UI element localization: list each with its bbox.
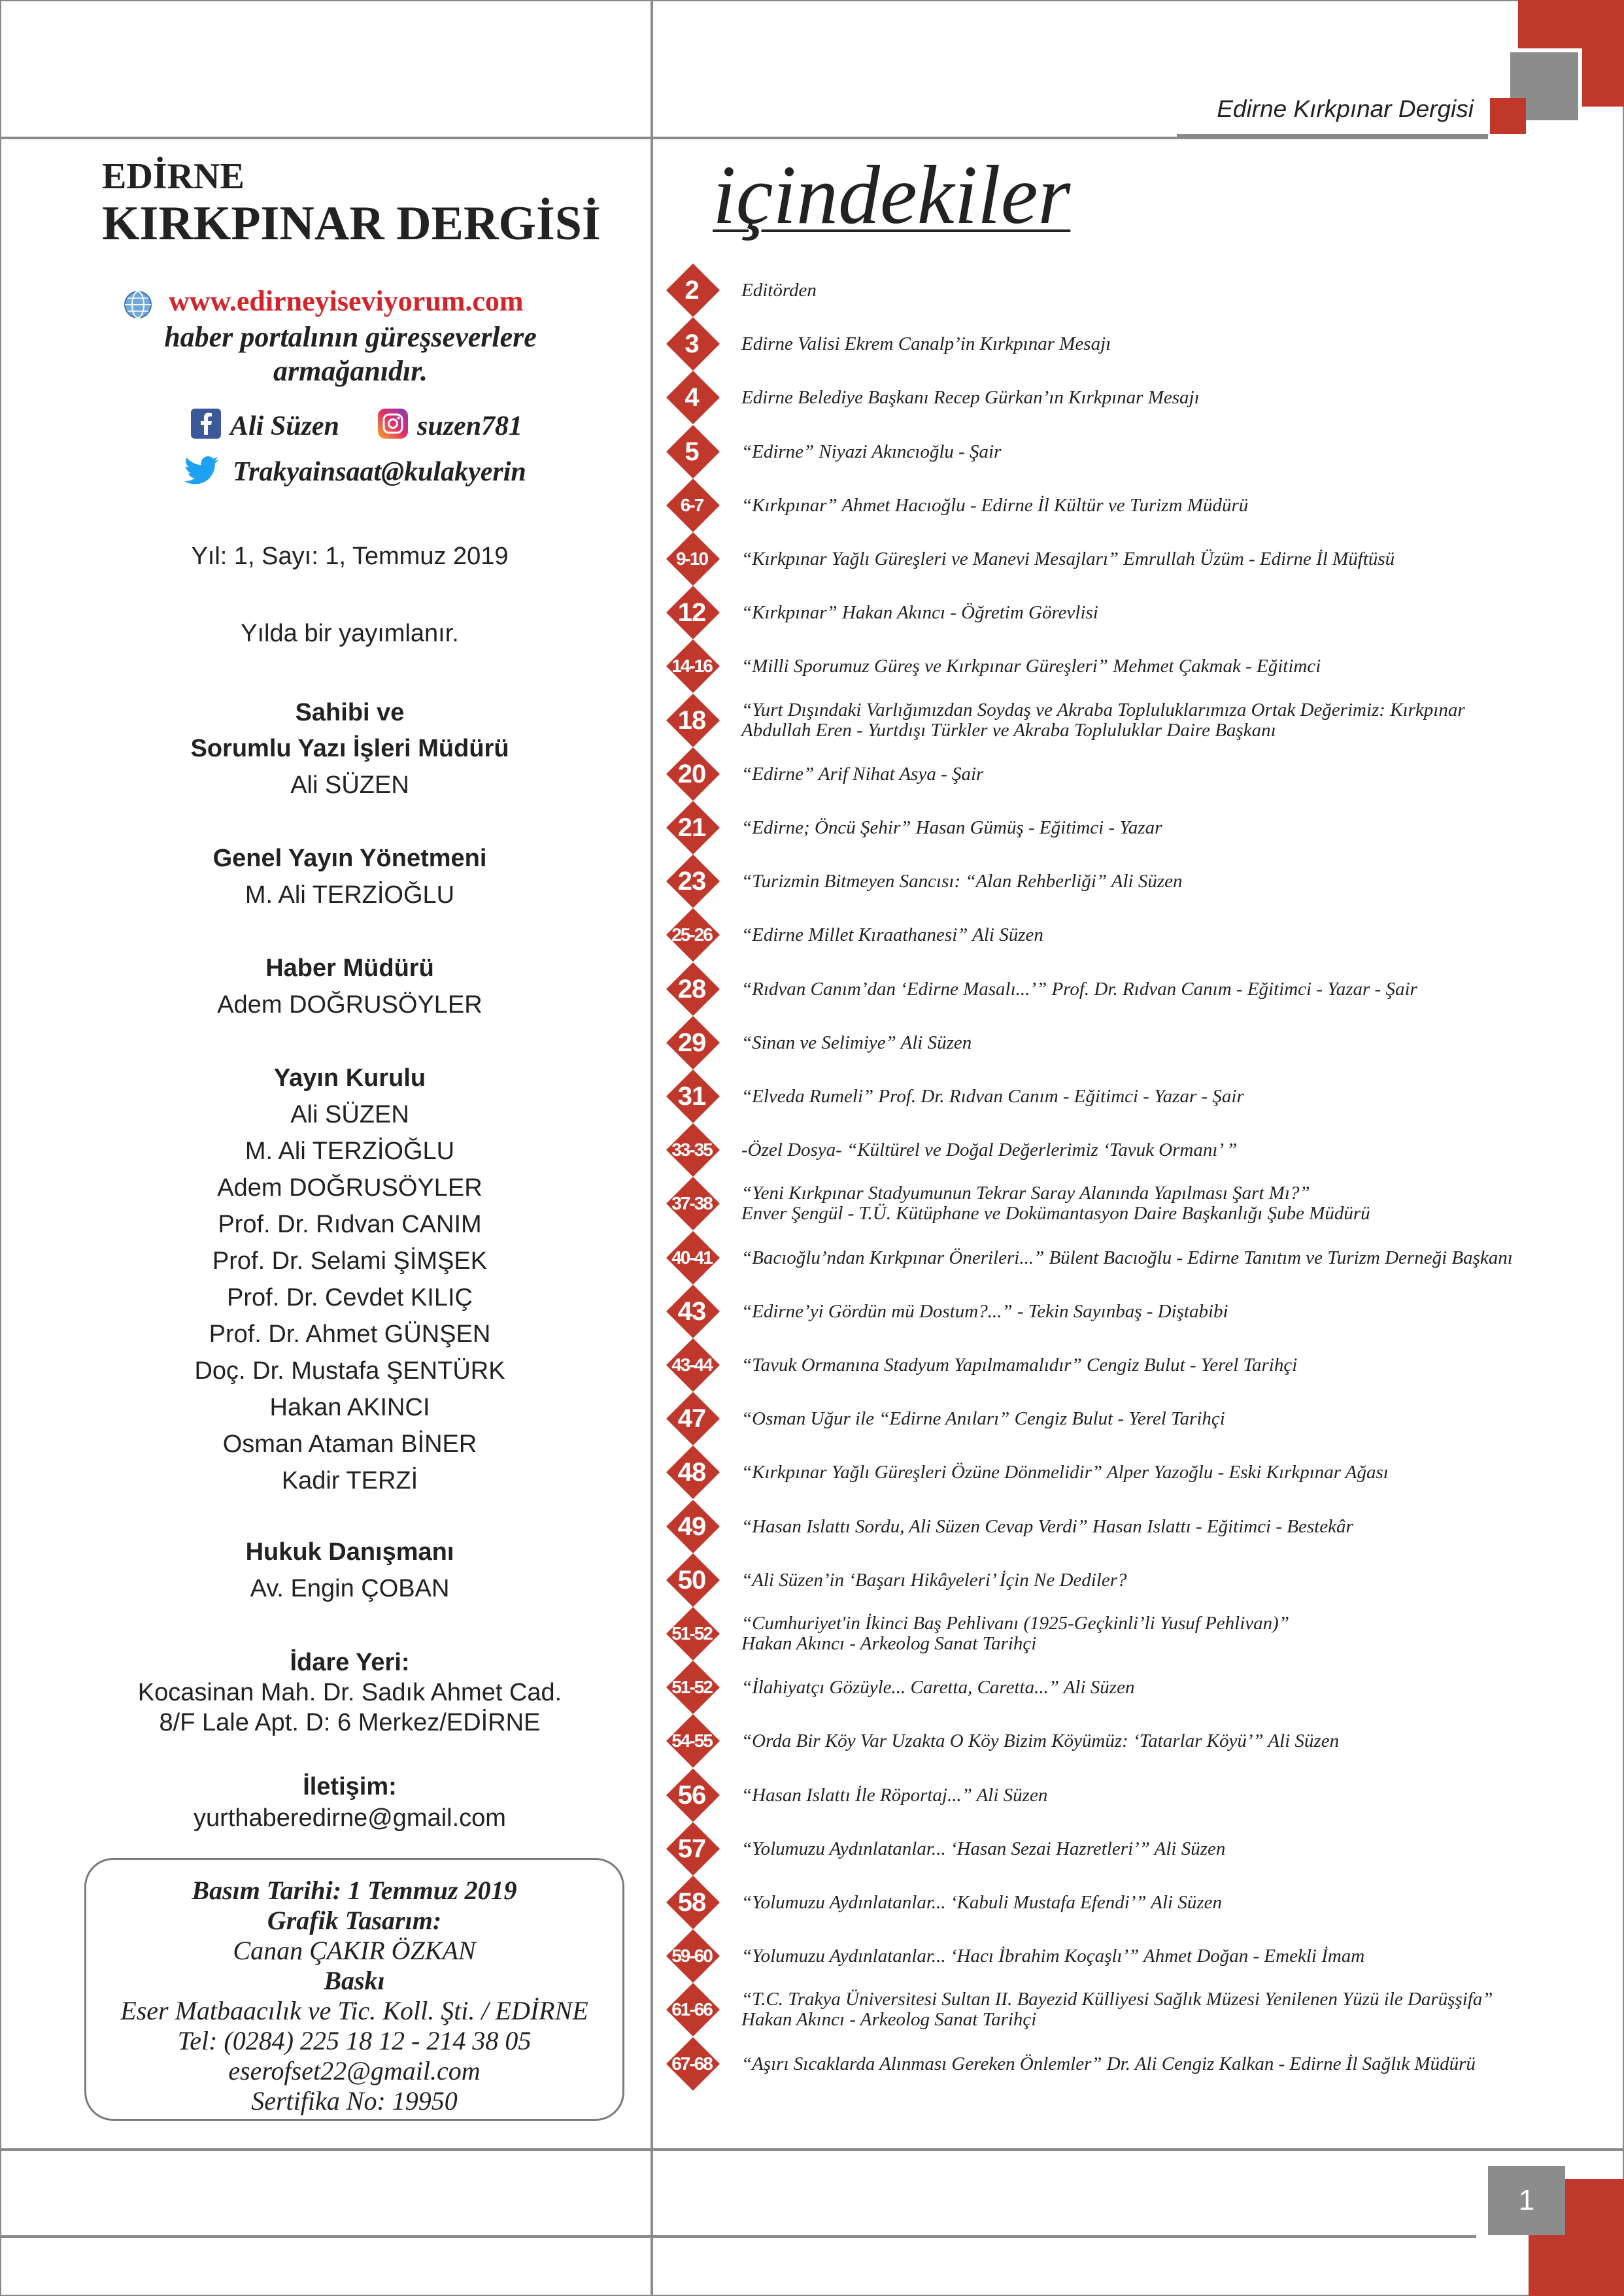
toc-entry-line: Hakan Akıncı - Arkeolog Sanat Tarihçi bbox=[741, 2009, 1037, 2030]
toc-entry-line: “Hasan Islattı İle Röportaj...” Ali Süzen bbox=[741, 1784, 1048, 1806]
toc-page-number: 61-66 bbox=[671, 1999, 712, 2019]
board-member: Doç. Dr. Mustafa ŞENTÜRK bbox=[194, 1357, 505, 1385]
toc-entry-text bbox=[741, 585, 1591, 640]
toc-entry-text bbox=[741, 1445, 1591, 1500]
toc-item[interactable] bbox=[664, 907, 1566, 962]
printer-name: Eser Matbaacılık ve Tic. Koll. Şti. / EDİRNE bbox=[120, 1996, 588, 2025]
toc-page-number: 57 bbox=[677, 1834, 706, 1863]
website-link[interactable]: www.edirneyiseviyorum.com bbox=[169, 285, 524, 317]
board-member: Hakan AKINCI bbox=[269, 1394, 430, 1421]
header-title-rule bbox=[1177, 134, 1488, 137]
toc-page-number: 20 bbox=[677, 759, 706, 788]
toc-entry-line: “İlahiyatçı Gözüyle... Caretta, Caretta...” Ali Süzen bbox=[741, 1676, 1135, 1698]
toc-page-number: 12 bbox=[677, 598, 706, 627]
toc-entry-line: “Ali Süzen’in ‘Başarı Hikâyeleri’ İçin Ne Dediler? bbox=[741, 1569, 1127, 1591]
toc-entry-text bbox=[741, 1821, 1591, 1876]
toc-entry-text bbox=[741, 800, 1591, 855]
toc-entry-text bbox=[741, 1284, 1591, 1339]
toc-entry-text bbox=[741, 2036, 1591, 2091]
toc-item[interactable] bbox=[664, 1982, 1566, 2037]
toc-entry-line: “Sinan ve Selimiye” Ali Süzen bbox=[741, 1032, 972, 1053]
toc-page-number: 18 bbox=[677, 705, 706, 735]
toc-page-number: 40-41 bbox=[671, 1247, 712, 1268]
toc-entry-line: “T.C. Trakya Üniversitesi Sultan II. Bayezid Külliyesi Sağlık Müzesi Yenilenen Yüzü ile Darüşşifa” bbox=[741, 1989, 1493, 2010]
board-member: Prof. Dr. Rıdvan CANIM bbox=[218, 1211, 482, 1238]
toc-page-number: 43-44 bbox=[671, 1355, 712, 1375]
board-member: Kadir TERZİ bbox=[281, 1467, 418, 1494]
toc-page-number: 37-38 bbox=[671, 1193, 712, 1213]
toc-entry-line: “Edirne” Niyazi Akıncıoğlu - Şair bbox=[741, 441, 1002, 462]
toc-heading: içindekiler bbox=[713, 148, 1071, 241]
toc-item[interactable] bbox=[664, 1821, 1566, 1876]
board-member: Prof. Dr. Selami ŞİMŞEK bbox=[212, 1247, 488, 1275]
board-member: M. Ali TERZİOĞLU bbox=[245, 1138, 455, 1165]
toc-page-number: 48 bbox=[677, 1457, 706, 1487]
toc-entry-line: “Kırkpınar” Hakan Akıncı - Öğretim Görevlisi bbox=[741, 601, 1098, 623]
toc-entry-line: Editörden bbox=[741, 279, 817, 301]
toc-page-number: 43 bbox=[677, 1296, 706, 1326]
masthead-line-2: KIRKPINAR DERGİSİ bbox=[102, 197, 601, 250]
toc-item[interactable] bbox=[664, 639, 1566, 694]
toc-item[interactable] bbox=[664, 854, 1566, 909]
printer-phone: Tel: (0284) 225 18 12 - 214 38 05 bbox=[177, 2026, 532, 2055]
toc-entry-text bbox=[741, 1606, 1591, 1661]
toc-item[interactable] bbox=[664, 1284, 1566, 1339]
toc-item[interactable] bbox=[664, 962, 1566, 1017]
toc-entry-line: “Orda Bir Köy Var Uzakta O Köy Bizim Köyümüz: ‘Tatarlar Köyü’” Ali Süzen bbox=[741, 1730, 1340, 1751]
toc-page-number: 4 bbox=[685, 382, 699, 412]
board-member: Prof. Dr. Ahmet GÜNŞEN bbox=[209, 1321, 491, 1348]
owner-name: Ali SÜZEN bbox=[290, 771, 409, 799]
toc-entry-text bbox=[741, 639, 1591, 694]
toc-entry-text bbox=[741, 263, 1591, 318]
toc-entry-line: “Tavuk Ormanına Stadyum Yapılmamalıdır” Cengiz Bulut - Yerel Tarihçi bbox=[741, 1354, 1298, 1376]
toc-entry-line: “Edirne Millet Kıraathanesi” Ali Süzen bbox=[741, 924, 1043, 945]
portal-line-1: haber portalının güreşseverlere bbox=[164, 321, 537, 353]
toc-item[interactable] bbox=[664, 1606, 1566, 1661]
toc-entry-line: “Milli Sporumuz Güreş ve Kırkpınar Güreşleri” Mehmet Çakmak - Eğitimci bbox=[741, 655, 1321, 677]
toc-item[interactable] bbox=[664, 1123, 1566, 1177]
board-member: Osman Ataman BİNER bbox=[222, 1430, 477, 1458]
facebook-icon bbox=[191, 409, 221, 439]
contact-title: İletişim: bbox=[303, 1773, 397, 1800]
toc-item[interactable] bbox=[664, 1445, 1566, 1500]
publication-frequency: Yılda bir yayımlanır. bbox=[241, 620, 459, 647]
office-address-line-2: 8/F Lale Apt. D: 6 Merkez/EDİRNE bbox=[159, 1709, 541, 1736]
toc-page-number: 51-52 bbox=[671, 1623, 712, 1644]
issue-info: Yıl: 1, Sayı: 1, Temmuz 2019 bbox=[191, 543, 509, 570]
toc-item[interactable] bbox=[664, 585, 1566, 640]
toc-page-number: 54-55 bbox=[671, 1730, 712, 1751]
toc-entry-text bbox=[741, 1660, 1591, 1715]
toc-item[interactable] bbox=[664, 1015, 1566, 1070]
design-title: Grafik Tasarım: bbox=[267, 1906, 442, 1935]
toc-item[interactable] bbox=[664, 693, 1566, 748]
toc-entry-text bbox=[741, 962, 1591, 1017]
print-title: Baskı bbox=[324, 1966, 385, 1995]
toc-entry-text bbox=[741, 1338, 1591, 1393]
toc-item[interactable] bbox=[664, 478, 1566, 533]
toc-entry-line: “Yolumuzu Aydınlatanlar... ‘Hasan Sezai Hazretleri’” Ali Süzen bbox=[741, 1838, 1226, 1859]
designer-name: Canan ÇAKIR ÖZKAN bbox=[233, 1936, 476, 1965]
toc-page-number: 49 bbox=[677, 1511, 706, 1541]
toc-entry-text bbox=[741, 1015, 1591, 1070]
toc-item[interactable] bbox=[664, 1875, 1566, 1930]
toc-item[interactable] bbox=[664, 1714, 1566, 1768]
toc-item[interactable] bbox=[664, 370, 1566, 425]
instagram-icon bbox=[378, 409, 408, 439]
toc-page-number: 29 bbox=[677, 1028, 706, 1057]
print-info-box bbox=[84, 1858, 624, 2121]
toc-page-number: 33-35 bbox=[671, 1140, 712, 1160]
footer-rule-bottom bbox=[0, 2235, 1476, 2238]
toc-entry-text bbox=[741, 1176, 1591, 1231]
toc-entry-line: “Rıdvan Canım’dan ‘Edirne Masalı...’” Prof. Dr. Rıdvan Canım - Eğitimci - Yazar - Şair bbox=[741, 978, 1417, 1000]
toc-item[interactable] bbox=[664, 424, 1566, 479]
toc-entry-line: “Kırkpınar Yağlı Güreşleri Özüne Dönmelidir” Alper Yazoğlu - Eski Kırkpınar Ağası bbox=[741, 1461, 1389, 1483]
toc-entry-line: “Kırkpınar” Ahmet Hacıoğlu - Edirne İl Kültür ve Turizm Müdürü bbox=[741, 494, 1249, 516]
toc-entry-text bbox=[741, 1123, 1591, 1177]
toc-entry-text bbox=[741, 1768, 1591, 1823]
toc-entry-line: Edirne Valisi Ekrem Canalp’in Kırkpınar Mesajı bbox=[741, 333, 1111, 354]
toc-entry-text bbox=[741, 854, 1591, 909]
corner-decoration-red-small bbox=[1490, 98, 1526, 134]
office-title: İdare Yeri: bbox=[290, 1649, 410, 1676]
legal-advisor-name: Av. Engin ÇOBAN bbox=[250, 1575, 450, 1602]
board-member: Adem DOĞRUSÖYLER bbox=[217, 1174, 482, 1202]
toc-entry-line: “Aşırı Sıcaklarda Alınması Gereken Önlemler” Dr. Ali Cengiz Kalkan - Edirne İl Sağlık Müdürü bbox=[741, 2053, 1476, 2074]
toc-entry-line: “Yolumuzu Aydınlatanlar... ‘Kabuli Mustafa Efendi’” Ali Süzen bbox=[741, 1891, 1223, 1913]
toc-entry-line: “Osman Uğur ile “Edirne Anıları” Cengiz Bulut - Yerel Tarihçi bbox=[741, 1408, 1225, 1429]
column-divider bbox=[651, 0, 653, 2296]
toc-item[interactable] bbox=[664, 1230, 1566, 1285]
toc-item[interactable] bbox=[664, 263, 1566, 318]
toc-page-number: 67-68 bbox=[671, 2053, 712, 2074]
header-rule bbox=[0, 137, 1488, 139]
toc-item[interactable] bbox=[664, 1553, 1566, 1608]
masthead-line-1: EDİRNE bbox=[102, 156, 245, 197]
toc-item[interactable] bbox=[664, 1176, 1566, 1231]
toc-entry-text bbox=[741, 907, 1591, 962]
facebook-handle[interactable]: Ali Süzen bbox=[230, 411, 339, 441]
office-address-line-1: Kocasinan Mah. Dr. Sadık Ahmet Cad. bbox=[137, 1679, 562, 1706]
toc-entry-text bbox=[741, 1230, 1591, 1285]
toc-page-number: 25-26 bbox=[671, 924, 712, 945]
toc-entry-line: “Yeni Kırkpınar Stadyumunun Tekrar Saray Alanında Yapılması Şart Mı?” bbox=[741, 1183, 1310, 1204]
toc-page-number: 58 bbox=[677, 1887, 706, 1917]
footer-rule-top bbox=[0, 2148, 1624, 2151]
toc-entry-line: “Yurt Dışındaki Varlığımızdan Soydaş ve Akraba Topluluklarımıza Ortak Değerimiz: Kırkpınar bbox=[741, 700, 1465, 720]
toc-entry-line: “Yolumuzu Aydınlatanlar... ‘Hacı İbrahim Koçaşlı’” Ahmet Doğan - Emekli İmam bbox=[741, 1945, 1365, 1967]
portal-line-2: armağanıdır. bbox=[273, 355, 428, 387]
toc-item[interactable] bbox=[664, 1069, 1566, 1124]
toc-entry-line: “Bacıoğlu’ndan Kırkpınar Önerileri...” Bülent Bacıoğlu - Edirne Tanıtım ve Turizm Derneği Başkanı bbox=[741, 1247, 1513, 1268]
toc-entry-text bbox=[741, 693, 1591, 748]
board-member: Prof. Dr. Cevdet KILIÇ bbox=[227, 1284, 473, 1311]
toc-page-number: 14-16 bbox=[671, 656, 712, 676]
toc-page-number: 59-60 bbox=[671, 1946, 712, 1966]
toc-item[interactable] bbox=[664, 1499, 1566, 1554]
toc-entry-text bbox=[741, 424, 1591, 479]
owner-title-2: Sorumlu Yazı İşleri Müdürü bbox=[190, 735, 509, 762]
toc-entry-text bbox=[741, 1929, 1591, 1984]
toc-entry-text bbox=[741, 1982, 1591, 2037]
twitter-handle[interactable]: Trakyainsaat@kulakyerin bbox=[233, 457, 526, 487]
toc-item[interactable] bbox=[664, 1660, 1566, 1715]
toc-page-number: 3 bbox=[685, 329, 699, 358]
toc-page-number: 28 bbox=[677, 974, 706, 1004]
toc-entry-line: “Kırkpınar Yağlı Güreşleri ve Manevi Mesajları” Emrullah Üzüm - Edirne İl Müftüsü bbox=[741, 548, 1395, 569]
toc-entry-text bbox=[741, 1553, 1591, 1608]
toc-item[interactable] bbox=[664, 747, 1566, 802]
toc-entry-line: “Cumhuriyet'in İkinci Baş Pehlivanı (1925-Geçkinli’li Yusuf Pehlivan)” bbox=[741, 1613, 1289, 1634]
toc-page-number: 23 bbox=[677, 866, 706, 896]
toc-entry-text bbox=[741, 532, 1591, 586]
toc-entry-line: Hakan Akıncı - Arkeolog Sanat Tarihçi bbox=[741, 1633, 1037, 1654]
toc-entry-line: “Hasan Islattı Sordu, Ali Süzen Cevap Verdi” Hasan Islattı - Eğitimci - Bestekâr bbox=[741, 1515, 1353, 1537]
header-title: Edirne Kırkpınar Dergisi bbox=[1217, 95, 1474, 122]
toc-entry-line: “Edirne; Öncü Şehir” Hasan Gümüş - Eğitimci - Yazar bbox=[741, 817, 1162, 838]
board-member: Ali SÜZEN bbox=[290, 1101, 409, 1128]
board-title: Yayın Kurulu bbox=[273, 1064, 426, 1092]
printer-email[interactable]: eserofset22@gmail.com bbox=[228, 2056, 481, 2085]
toc-page-number: 50 bbox=[677, 1565, 706, 1595]
toc-entry-line: “Edirne” Arif Nihat Asya - Şair bbox=[741, 763, 984, 785]
toc-page-number: 47 bbox=[677, 1404, 706, 1433]
toc-item[interactable] bbox=[664, 1768, 1566, 1823]
toc-page-number: 2 bbox=[685, 275, 699, 305]
toc-page-number: 21 bbox=[677, 813, 706, 842]
contact-email[interactable]: yurthaberedirne@gmail.com bbox=[194, 1804, 506, 1832]
globe-icon bbox=[122, 288, 154, 321]
toc-item[interactable] bbox=[664, 316, 1566, 371]
toc-page-number: 56 bbox=[677, 1780, 706, 1810]
toc-entry-text bbox=[741, 1875, 1591, 1930]
legal-advisor-title: Hukuk Danışmanı bbox=[245, 1538, 454, 1566]
toc-page-number: 51-52 bbox=[671, 1677, 712, 1697]
toc-entry-line: Edirne Belediye Başkanı Recep Gürkan’ın Kırkpınar Mesajı bbox=[741, 386, 1200, 408]
toc-page-number: 31 bbox=[677, 1081, 706, 1111]
director-name: M. Ali TERZİOĞLU bbox=[245, 881, 455, 909]
toc-item[interactable] bbox=[664, 1391, 1566, 1446]
toc-entry-line: -Özel Dosya- “Kültürel ve Doğal Değerlerimiz ‘Tavuk Ormanı’ ” bbox=[741, 1139, 1238, 1160]
toc-page-number: 6-7 bbox=[680, 495, 703, 515]
page-number: 1 bbox=[1488, 2166, 1565, 2235]
news-manager-name: Adem DOĞRUSÖYLER bbox=[217, 991, 482, 1019]
director-title: Genel Yayın Yönetmeni bbox=[212, 845, 487, 872]
toc-item[interactable] bbox=[664, 1338, 1566, 1393]
toc-entry-line: “Turizmin Bitmeyen Sancısı: “Alan Rehberliği” Ali Süzen bbox=[741, 870, 1183, 892]
toc-item[interactable] bbox=[664, 1929, 1566, 1984]
toc-entry-text bbox=[741, 747, 1591, 802]
toc-entry-text bbox=[741, 316, 1591, 371]
toc-entry-line: “Edirne’yi Gördün mü Dostum?...” - Tekin Sayınbaş - Diştabibi bbox=[741, 1300, 1228, 1322]
toc-entry-text bbox=[741, 370, 1591, 425]
toc-page-number: 5 bbox=[685, 437, 699, 466]
toc-entry-text bbox=[741, 1391, 1591, 1446]
toc-item[interactable] bbox=[664, 2036, 1566, 2091]
toc-item[interactable] bbox=[664, 532, 1566, 586]
print-date: Basım Tarihi: 1 Temmuz 2019 bbox=[192, 1876, 517, 1905]
owner-title-1: Sahibi ve bbox=[295, 699, 405, 726]
toc-entry-text bbox=[741, 1499, 1591, 1554]
toc-entry-text bbox=[741, 1069, 1591, 1124]
portal-dedication bbox=[102, 320, 599, 388]
toc-entry-text bbox=[741, 478, 1591, 533]
instagram-handle[interactable]: suzen781 bbox=[417, 411, 523, 441]
toc-entry-line: “Elveda Rumeli” Prof. Dr. Rıdvan Canım - Eğitimci - Yazar - Şair bbox=[741, 1085, 1244, 1107]
toc-page-number: 9-10 bbox=[675, 549, 708, 569]
certificate-number: Sertifika No: 19950 bbox=[251, 2086, 458, 2116]
toc-entry-line: Abdullah Eren - Yurtdışı Türkler ve Akraba Topluluklar Daire Başkanı bbox=[741, 720, 1276, 741]
twitter-icon bbox=[183, 456, 220, 486]
toc-entry-text bbox=[741, 1714, 1591, 1768]
news-manager-title: Haber Müdürü bbox=[265, 954, 434, 982]
toc-entry-line: Enver Şengül - T.Ü. Kütüphane ve Dokümantasyon Daire Başkanlığı Şube Müdürü bbox=[741, 1203, 1370, 1224]
toc-item[interactable] bbox=[664, 800, 1566, 855]
